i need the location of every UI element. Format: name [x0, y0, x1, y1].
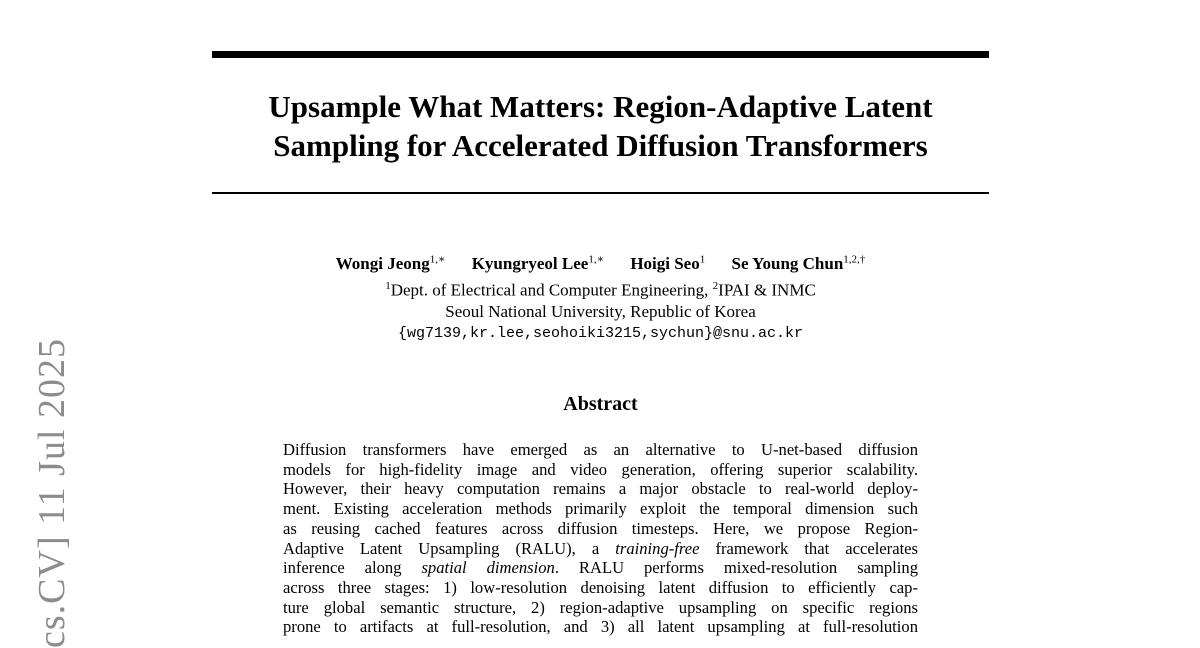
author-block — [212, 248, 989, 345]
arxiv-side-stamp: cs.CV] 11 Jul 2025 — [31, 337, 73, 648]
abstract-heading: Abstract — [563, 393, 638, 415]
abstract-line: ment. Existing acceleration methods primarily exploit the temporal dimension such — [283, 499, 918, 519]
university-line: Seoul National University, Republic of Korea — [445, 302, 756, 322]
abstract-line: However, their heavy computation remains a major obstacle to real-world deploy- — [283, 479, 918, 499]
abstract-line: Diffusion transformers have emerged as an alternative to U-net-based diffusion — [283, 440, 918, 459]
author-3: Hoigi Seo$^1$ — [630, 253, 706, 273]
abstract-line: Adaptive Latent Upsampling (RALU), a training-free framework that accelerates — [283, 538, 918, 558]
title-line-1: Upsample What Matters: Region-Adaptive Latent — [268, 89, 933, 124]
abstract-line: ture global semantic structure, 2) region-adaptive upsampling on specific regions — [283, 597, 918, 617]
abstract-line: inference along spatial dimension. RALU performs mixed-resolution sampling — [283, 558, 918, 578]
title-line-2: Sampling for Accelerated Diffusion Transformers — [273, 128, 928, 163]
abstract-line: prone to artifacts at full-resolution, and 3) all latent upsampling at full-resolution — [283, 617, 918, 637]
abstract-body — [283, 440, 918, 637]
title-bottom-rule — [212, 192, 989, 194]
author-2: Kyungryeol Lee$^{1,∗}$ — [471, 253, 605, 273]
author-1: Wongi Jeong$^{1,∗}$ — [335, 253, 446, 273]
abstract-line: as reusing cached features across diffusion timesteps. Here, we propose Region- — [283, 518, 918, 538]
top-rule — [212, 51, 989, 58]
author-list — [212, 248, 989, 275]
abstract-line: across three stages: 1) low-resolution denoising latent diffusion to efficiently cap- — [283, 577, 918, 597]
abstract-line: models for high-fidelity image and video generation, offering superior scalability. — [283, 459, 918, 479]
paper-title — [212, 87, 989, 165]
author-4: Se Young Chun$^{1,2,\dagger}$ — [731, 253, 866, 273]
email-line[interactable]: {wg7139,kr.lee,seohoiki3215,sychun}@snu.ac.kr — [397, 325, 804, 343]
affiliation-line: $^1$Dept. of Electrical and Computer Engineering, $^2$IPAI & INMC — [385, 279, 816, 300]
